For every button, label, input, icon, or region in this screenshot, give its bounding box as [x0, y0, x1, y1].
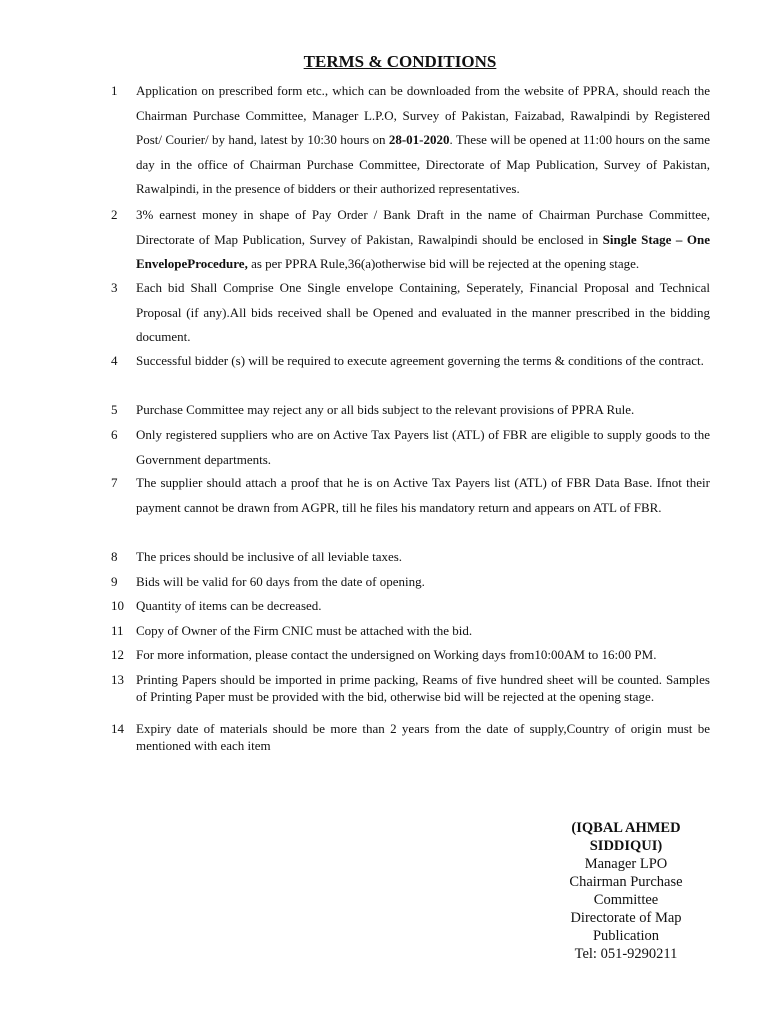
term-item	[111, 545, 710, 570]
signature-block	[540, 819, 712, 963]
term-item	[111, 203, 710, 277]
term-item	[111, 594, 710, 619]
signatory-telephone: Tel: 051-9290211	[574, 946, 678, 962]
term-number: 11	[111, 623, 124, 638]
term-number: 2	[111, 207, 118, 222]
term-text: Copy of Owner of the Firm CNIC must be attached with the bid.	[136, 623, 473, 638]
term-item	[111, 423, 710, 472]
term-number: 7	[111, 475, 118, 490]
term-item	[111, 643, 710, 668]
term-number: 8	[111, 549, 118, 564]
term-text: Each bid Shall Comprise One Single envelope Containing, Seperately, Financial Proposal and Technical Proposal (if any).All bids received shall be Opened and evaluated in the manner prescribed in the bidding document.	[136, 280, 710, 344]
signatory-org-line2: Publication	[592, 928, 660, 944]
term-text: The supplier should attach a proof that he is on Active Tax Payers list (ATL) of FBR Data Base. Ifnot their payment cannot be drawn from AGPR, till he files his mandatory return and appears on ATL of FBR.	[136, 475, 710, 515]
signatory-role-line2: Committee	[593, 892, 659, 908]
term-item	[111, 276, 710, 350]
term-number: 5	[111, 402, 118, 417]
term-item	[111, 672, 710, 705]
term-number: 4	[111, 353, 118, 368]
term-number: 10	[111, 598, 124, 613]
term-text: Only registered suppliers who are on Active Tax Payers list (ATL) of FBR are eligible to supply goods to the Government departments.	[136, 427, 710, 467]
term-item	[111, 619, 710, 644]
term-number: 3	[111, 280, 118, 295]
term-number: 9	[111, 574, 118, 589]
term-text: Bids will be valid for 60 days from the date of opening.	[136, 574, 425, 589]
term-item	[111, 570, 710, 595]
term-number: 1	[111, 83, 118, 98]
term-number: 6	[111, 427, 118, 442]
term-number: 12	[111, 647, 124, 662]
term-text: Expiry date of materials should be more than 2 years from the date of supply,Country of origin must be mentioned with each item	[136, 721, 710, 753]
term-number: 14	[111, 721, 124, 736]
signatory-name-line2: SIDDIQUI)	[589, 838, 663, 854]
term-text: 3% earnest money in shape of Pay Order / Bank Draft in the name of Chairman Purchase Committee, Directorate of Map Publication, Survey of Pakistan, Rawalpindi should be enclosed in Single Stage – One EnvelopeProcedure, as per PPRA Rule,36(a)otherwise bid will be rejected at the opening stage.	[136, 207, 710, 271]
term-item	[111, 349, 710, 374]
term-text: Quantity of items can be decreased.	[136, 598, 322, 613]
term-item	[111, 471, 710, 520]
term-text: Purchase Committee may reject any or all bids subject to the relevant provisions of PPRA Rule.	[136, 402, 635, 417]
term-number: 13	[111, 672, 124, 687]
term-text: For more information, please contact the undersigned on Working days from10:00AM to 16:00 PM.	[136, 647, 657, 662]
signatory-role-line1: Chairman Purchase	[569, 874, 683, 890]
term-text: Successful bidder (s) will be required to execute agreement governing the terms & conditions of the contract.	[136, 353, 704, 368]
term-text: Application on prescribed form etc., which can be downloaded from the website of PPRA, should reach the Chairman Purchase Committee, Manager L.P.O, Survey of Pakistan, Faizabad, Rawalpindi by Registered Post/ Courier/ by hand, latest by 10:30 hours on 28-01-2020. These will be opened at 11:00 hours on the same day in the office of Chairman Purchase Committee, Directorate of Map Publication, Survey of Pakistan, Rawalpindi, in the presence of bidders or their authorized representatives.	[136, 83, 710, 196]
signatory-name-line1: (IQBAL AHMED	[571, 820, 681, 836]
term-item	[111, 721, 710, 754]
term-item	[111, 398, 710, 423]
page-title: TERMS & CONDITIONS	[303, 52, 497, 71]
term-item	[111, 79, 710, 202]
signatory-org-line1: Directorate of Map	[570, 910, 682, 926]
term-text: The prices should be inclusive of all leviable taxes.	[136, 549, 403, 564]
term-text: Printing Papers should be imported in prime packing, Reams of five hundred sheet will be counted. Samples of Printing Paper must be provided with the bid, otherwise bid will be rejected at the opening stage.	[136, 672, 710, 704]
signatory-designation: Manager LPO	[584, 856, 668, 872]
